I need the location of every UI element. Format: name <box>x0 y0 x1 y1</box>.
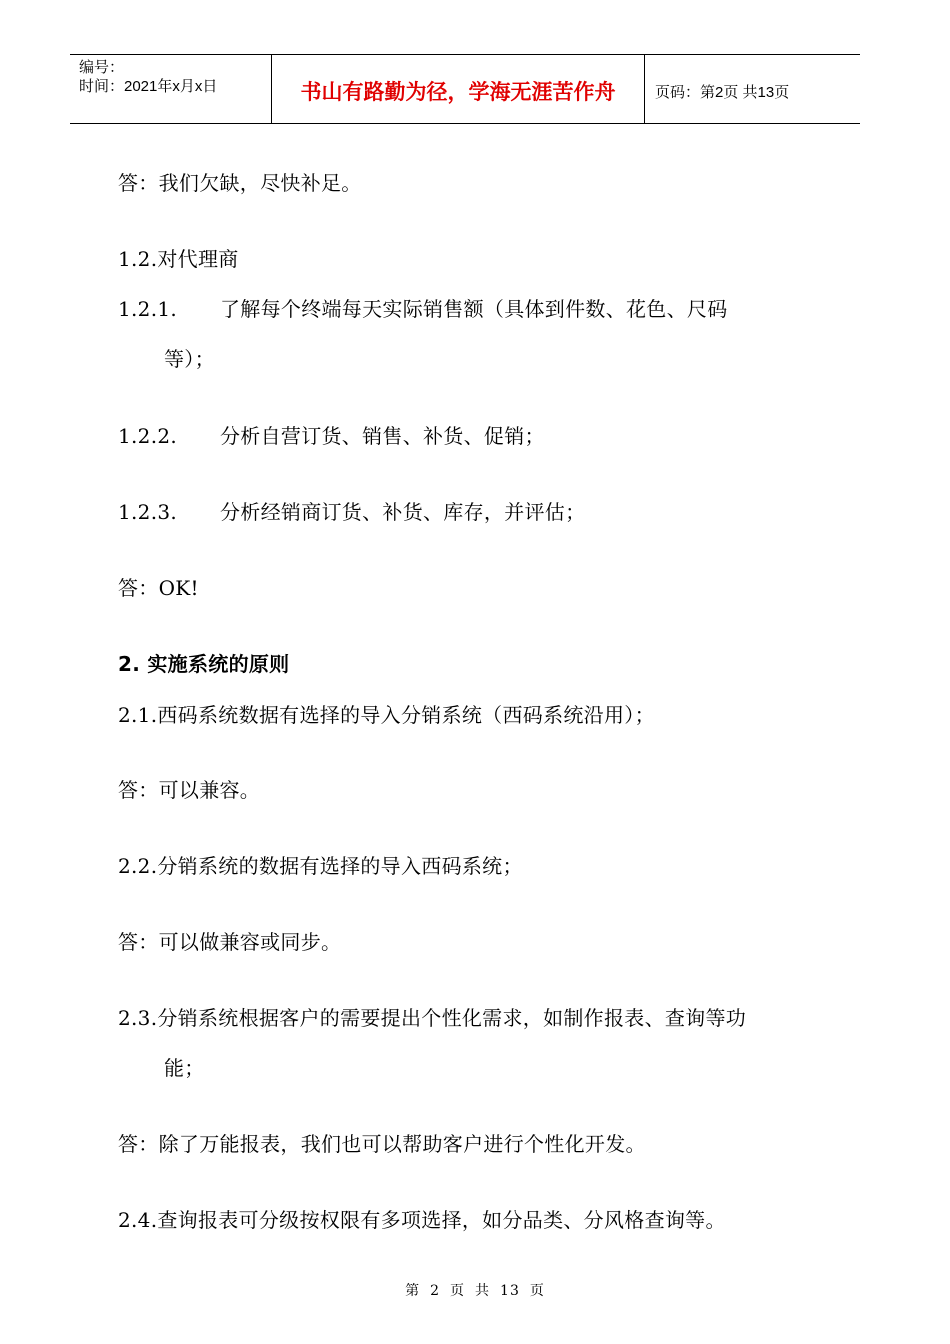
footer-ye: 页 <box>450 1283 466 1299</box>
header-motto: 书山有路勤为径，学海无涯苦作舟 <box>272 55 645 123</box>
document-time-label: 时间：2021年x月x日 <box>79 78 218 95</box>
header-page-info: 页码：第2页 共13页 <box>655 83 790 101</box>
document-number-label: 编号： <box>79 59 125 76</box>
answer-line: 答：OK! <box>118 576 199 600</box>
footer-di: 第 <box>405 1283 421 1299</box>
section-heading: 1.2.对代理商 <box>118 247 239 271</box>
numbered-item <box>118 499 585 525</box>
page-footer <box>0 1280 950 1300</box>
answer-line: 答：我们欠缺，尽快补足。 <box>118 171 362 195</box>
footer-total-pages: 13 <box>500 1283 520 1299</box>
footer-gong: 共 <box>475 1283 491 1299</box>
principle-item: 2.4.查询报表可分级按权限有多项选择，如分品类、分风格查询等。 <box>118 1208 726 1232</box>
header-meta <box>70 55 272 123</box>
numbered-item <box>118 296 728 322</box>
item-text: 了解每个终端每天实际销售额（具体到件数、花色、尺码 <box>220 297 728 321</box>
principle-item: 2.2.分销系统的数据有选择的导入西码系统； <box>118 854 523 878</box>
section-title: 2. 实施系统的原则 <box>118 652 290 676</box>
answer-line: 答：可以兼容。 <box>118 778 261 802</box>
item-number: 1.2.2. <box>118 424 178 448</box>
item-continuation: 能； <box>164 1056 205 1080</box>
footer-ye: 页 <box>529 1283 545 1299</box>
page-header <box>70 54 860 124</box>
answer-line: 答：可以做兼容或同步。 <box>118 930 342 954</box>
item-text: 分析自营订货、销售、补货、促销； <box>220 424 545 448</box>
principle-item: 2.3.分销系统根据客户的需要提出个性化需求，如制作报表、查询等功 <box>118 1006 747 1030</box>
item-number: 1.2.1. <box>118 297 178 321</box>
answer-line: 答：除了万能报表，我们也可以帮助客户进行个性化开发。 <box>118 1132 646 1156</box>
footer-page-number: 2 <box>430 1283 441 1299</box>
principle-item: 2.1.西码系统数据有选择的导入分销系统（西码系统沿用）； <box>118 703 655 727</box>
numbered-item <box>118 423 545 449</box>
item-continuation: 等）； <box>164 347 215 371</box>
item-number: 1.2.3. <box>118 500 178 524</box>
item-text: 分析经销商订货、补货、库存，并评估； <box>220 500 586 524</box>
